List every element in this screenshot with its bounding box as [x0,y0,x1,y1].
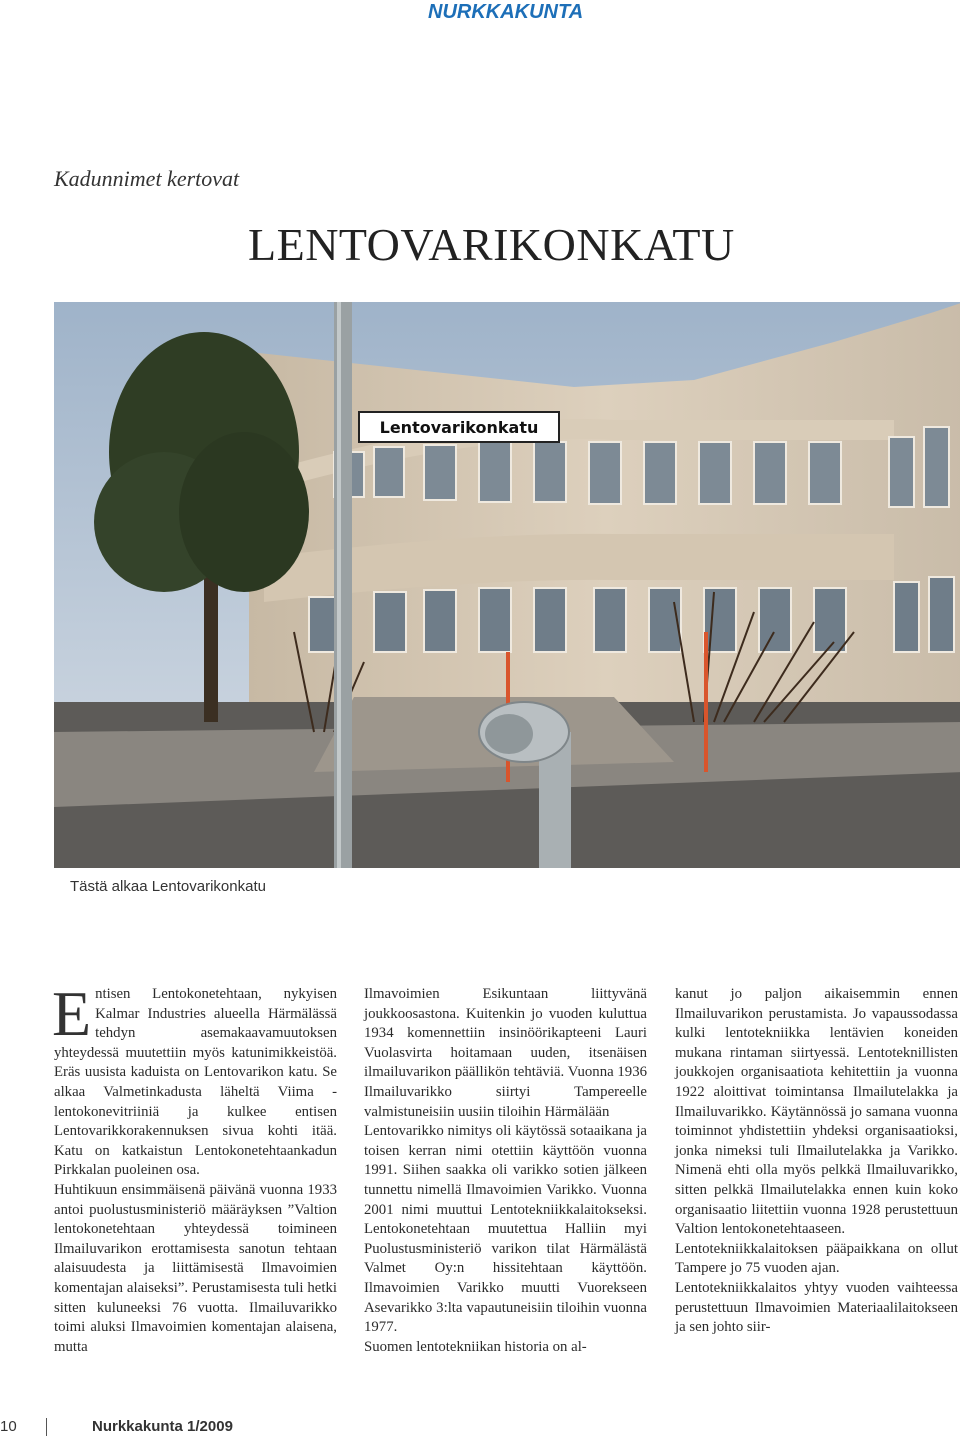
street-sign-text: Lentovarikonkatu [379,418,539,437]
drop-cap: E [52,978,92,1049]
paragraph: ntisen Lentokonetehtaan, nykyisen Kalmar Industries alueella Härmälässä tehdyn asemakaavamuutoksen yhteydessä muutettiin myös katunimikkeistöä. Eräs uusista kaduista on Lentovarikon katu. Se alkaa Valmetinkadusta läheltä Viima -lentokonevitriiniä ja kulkee entisen Lentovarikkorakennuksen sivua kohti itää. Katu on katkaistun Lentokonetehtaankadun Pirkkalan puoleinen osa. [54,986,337,1179]
publication-name: Nurkkakunta 1/2009 [92,1418,233,1435]
article-column-2 [364,985,647,1357]
paragraph: Suomen lentotekniikan historia on al- [364,1338,587,1355]
page-number: 10 [0,1418,17,1435]
article-title: LENTOVARIKONKATU [248,219,735,270]
paragraph: Ilmavoimien Esikuntaan liittyvänä joukkoosastona. Kuitenkin jo vuoden kuluttua 1934 komennettiin insinöörikapteeni Lauri Vuolasvirta hoitamaan uuden, itsenäisen ilmailuvarikon päällikön tehtäviä. Vuonna 1936 Ilmailuvarikko siirtyi Tampereelle valmistuneisiin uusiin tiloihin Härmälään [364,986,647,1120]
paragraph: Lentotekniikkalaitos yhtyy vuoden vaihteessa perustettuun Ilmavoimien Materiaalilaitokseen ja sen johto siir- [675,1279,958,1336]
section-header: NURKKAKUNTA [428,1,584,23]
footer-divider [46,1418,47,1436]
paragraph: Huhtikuun ensimmäisenä päivänä vuonna 1933 antoi puolustusministeriö määräyksen ”Valtion lentokonetehtaan yhteydessä toimineen Ilmailuvarikon erottamisesta sanotun tehtaan alaisuudesta ja liittämisestä Ilmavoimien komentajan alaiseksi”. Perustamisesta tuli hetki sitten kuluneeksi 76 vuotta. Ilmailuvarikko toimi aluksi Ilmavoimien komentajan alaisena, mutta [54,1181,337,1355]
article-kicker: Kadunnimet kertovat [54,166,240,191]
paragraph: kanut jo paljon aikaisemmin ennen Ilmailuvarikon perustamista. Jo vapaussodassa kulki lentotekniikka lentävien koneiden mukana rintaman siirtyessä. Lentoteknillisten joukkojen organisaatiota kehitettiin ja vuonna 1922 aloittivat toimintansa Ilmailutelakka ja Ilmailuvarikko. Käytännössä jo samana vuonna toiminnot yhdistettiin yhdeksi organisaatioksi, jonka nimeksi tuli Ilmailutelakka ja Varikko. Nimenä ehti olla myös pelkkä Ilmailuvarikko, sitten pelkkä Ilmailutelakka ennen kuin koko organisaatio liitettiin vuonna 1928 perustettuun Valtion lentokonetehtaaseen. [675,986,958,1238]
article-column-3 [675,985,958,1338]
article-column-1 [52,978,337,1357]
street-photo [54,302,960,868]
photo-caption: Tästä alkaa Lentovarikonkatu [70,878,266,895]
paragraph: Lentotekniikkalaitoksen pääpaikkana on ollut Tampere jo 75 vuoden ajan. [675,1240,958,1277]
paragraph: Lentovarikko nimitys oli käytössä sotaaikana ja toisen kerran nimi otettiin käyttöön vuonna 1991. Siihen saakka oli varikko sotien jälkeen tunnettu nimellä Ilmavoimien Varikko. Vuonna 2001 nimi muuttui Lentotekniikkalaitokseksi. Lentokonetehtaan muutettua Halliin myi Puolustusministeriö varikon tilat Härmälästä Valmet Oy:n hissitehtaan käyttöön. Ilmavoimien Varikko muutti Vuorekseen Asevarikko 3:lta vapautuneisiin tiloihin vuonna 1977. [364,1123,647,1336]
